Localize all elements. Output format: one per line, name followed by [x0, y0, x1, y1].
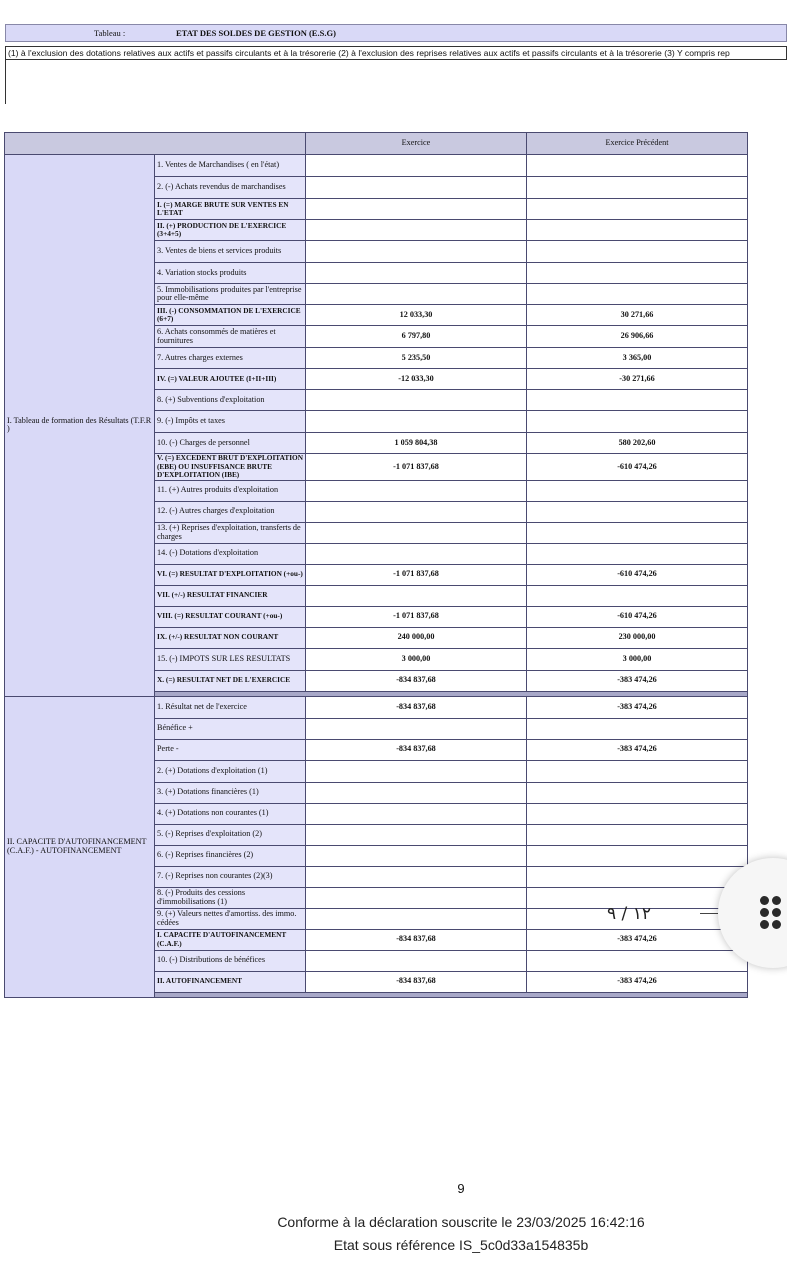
value-previous: -30 271,66 [527, 369, 748, 390]
row-label: 6. Achats consommés de matières et fournitures [155, 326, 306, 348]
row-label: Bénéfice + [155, 718, 306, 739]
value-previous: 26 906,66 [527, 326, 748, 348]
value-previous [527, 480, 748, 501]
value-previous [527, 220, 748, 241]
page-indicator: ١٢ / ٩ [607, 904, 651, 924]
value-previous: 3 000,00 [527, 648, 748, 670]
footnote: (1) à l'exclusion des dotations relatives aux actifs et passifs circulants et à la trésorerie (2) à l'exclusion des reprises relatives aux actifs et passifs circulants et à la trésorerie (3) Y compris rep [5, 46, 787, 60]
value-current: 1 059 804,38 [306, 433, 527, 454]
value-current: -1 071 837,68 [306, 564, 527, 585]
value-current: -834 837,68 [306, 739, 527, 760]
value-previous [527, 866, 748, 887]
row-label: 14. (-) Dotations d'exploitation [155, 543, 306, 564]
value-previous [527, 199, 748, 220]
row-label: IV. (=) VALEUR AJOUTEE (I+II+III) [155, 369, 306, 390]
row-label: 2. (-) Achats revendus de marchandises [155, 177, 306, 199]
value-previous [527, 177, 748, 199]
value-previous: -383 474,26 [527, 696, 748, 718]
value-previous: 230 000,00 [527, 627, 748, 648]
value-current: -12 033,30 [306, 369, 527, 390]
row-label: 7. (-) Reprises non courantes (2)(3) [155, 866, 306, 887]
row-label: 6. (-) Reprises financières (2) [155, 845, 306, 866]
page-number: 9 [457, 1181, 465, 1196]
value-previous [527, 760, 748, 782]
row-label: Perte - [155, 739, 306, 760]
value-current [306, 908, 527, 929]
value-current: 3 000,00 [306, 648, 527, 670]
row-label: VII. (+/-) RESULTAT FINANCIER [155, 585, 306, 606]
header-blank [5, 133, 306, 155]
value-current: 240 000,00 [306, 627, 527, 648]
page-indicator-line [700, 913, 718, 914]
value-current: -834 837,68 [306, 670, 527, 691]
row-label: 2. (+) Dotations d'exploitation (1) [155, 760, 306, 782]
value-previous: 30 271,66 [527, 305, 748, 326]
value-current [306, 199, 527, 220]
row-label: 13. (+) Reprises d'exploitation, transferts de charges [155, 522, 306, 543]
row-label: 1. Résultat net de l'exercice [155, 696, 306, 718]
value-current [306, 845, 527, 866]
value-previous: -383 474,26 [527, 670, 748, 691]
value-previous [527, 241, 748, 263]
value-previous [527, 543, 748, 564]
value-current [306, 284, 527, 305]
value-current [306, 803, 527, 824]
row-label: 5. (-) Reprises d'exploitation (2) [155, 824, 306, 845]
value-previous: 580 202,60 [527, 433, 748, 454]
value-current [306, 543, 527, 564]
row-label: I. CAPACITE D'AUTOFINANCEMENT (C.A.F.) [155, 929, 306, 950]
row-label: V. (=) EXCEDENT BRUT D'EXPLOITATION (EBE) OU INSUFFISANCE BRUTE D'EXPLOITATION (IBE) [155, 454, 306, 481]
table-row [5, 155, 748, 177]
row-label: VI. (=) RESULTAT D'EXPLOITATION (+ou-) [155, 564, 306, 585]
row-label: 1. Ventes de Marchandises ( en l'état) [155, 155, 306, 177]
column-header-previous: Exercice Précédent [527, 133, 748, 155]
value-current: -1 071 837,68 [306, 454, 527, 481]
row-label: 4. (+) Dotations non courantes (1) [155, 803, 306, 824]
row-label: 8. (+) Subventions d'exploitation [155, 390, 306, 411]
row-label: 5. Immobilisations produites par l'entreprise pour elle-même [155, 284, 306, 305]
value-previous [527, 411, 748, 433]
row-label: 10. (-) Charges de personnel [155, 433, 306, 454]
row-label: 12. (-) Autres charges d'exploitation [155, 501, 306, 522]
value-current: -834 837,68 [306, 696, 527, 718]
row-label: 11. (+) Autres produits d'exploitation [155, 480, 306, 501]
value-previous [527, 390, 748, 411]
value-previous: -610 474,26 [527, 564, 748, 585]
section-label: I. Tableau de formation des Résultats (T.F.R ) [5, 155, 155, 697]
row-label: 10. (-) Distributions de bénéfices [155, 950, 306, 971]
value-previous: -383 474,26 [527, 739, 748, 760]
value-current [306, 522, 527, 543]
value-current [306, 155, 527, 177]
row-label: IX. (+/-) RESULTAT NON COURANT [155, 627, 306, 648]
row-label: VIII. (=) RESULTAT COURANT (+ou-) [155, 606, 306, 627]
table-title: ETAT DES SOLDES DE GESTION (E.S.G) [176, 28, 336, 38]
column-header-current: Exercice [306, 133, 527, 155]
value-current: 12 033,30 [306, 305, 527, 326]
value-previous: -610 474,26 [527, 606, 748, 627]
value-previous: 3 365,00 [527, 348, 748, 369]
value-current [306, 177, 527, 199]
value-current: -1 071 837,68 [306, 606, 527, 627]
value-previous [527, 155, 748, 177]
value-current [306, 390, 527, 411]
value-previous [527, 522, 748, 543]
value-current: -834 837,68 [306, 929, 527, 950]
value-previous [527, 284, 748, 305]
row-label: 7. Autres charges externes [155, 348, 306, 369]
value-current: 6 797,80 [306, 326, 527, 348]
value-previous [527, 782, 748, 803]
value-previous [527, 803, 748, 824]
section-label: II. CAPACITE D'AUTOFINANCEMENT (C.A.F.) - AUTOFINANCEMENT [5, 696, 155, 997]
value-current [306, 824, 527, 845]
value-current [306, 241, 527, 263]
row-label: 8. (-) Produits des cessions d'immobilisations (1) [155, 887, 306, 908]
divider [5, 60, 6, 104]
value-current [306, 411, 527, 433]
value-current [306, 782, 527, 803]
table-row [5, 696, 748, 718]
value-previous: -610 474,26 [527, 454, 748, 481]
value-previous [527, 501, 748, 522]
conformity-text: Conforme à la déclaration souscrite le 23/03/2025 16:42:16 [277, 1214, 645, 1230]
row-label: II. AUTOFINANCEMENT [155, 971, 306, 992]
row-label: 15. (-) IMPOTS SUR LES RESULTATS [155, 648, 306, 670]
column-header-row [5, 133, 748, 155]
row-label: 3. Ventes de biens et services produits [155, 241, 306, 263]
table-header-bar [5, 24, 787, 42]
value-current [306, 263, 527, 284]
value-previous [527, 718, 748, 739]
value-current [306, 760, 527, 782]
row-label: 4. Variation stocks produits [155, 263, 306, 284]
value-previous [527, 824, 748, 845]
value-current: -834 837,68 [306, 971, 527, 992]
value-current [306, 501, 527, 522]
value-current [306, 887, 527, 908]
row-label: 9. (+) Valeurs nettes d'amortiss. des immo. cédées [155, 908, 306, 929]
value-current [306, 220, 527, 241]
value-current [306, 718, 527, 739]
row-label: X. (=) RESULTAT NET DE L'EXERCICE [155, 670, 306, 691]
row-label: 9. (-) Impôts et taxes [155, 411, 306, 433]
value-current [306, 866, 527, 887]
value-previous [527, 950, 748, 971]
esg-table [4, 132, 748, 998]
value-current [306, 950, 527, 971]
table-label: Tableau : [94, 28, 126, 38]
value-previous [527, 845, 748, 866]
value-previous: -383 474,26 [527, 929, 748, 950]
value-previous: -383 474,26 [527, 971, 748, 992]
value-previous [527, 585, 748, 606]
value-current [306, 585, 527, 606]
reference-text: Etat sous référence IS_5c0d33a154835b [333, 1237, 589, 1253]
value-current [306, 480, 527, 501]
row-label: II. (+) PRODUCTION DE L'EXERCICE (3+4+5) [155, 220, 306, 241]
row-label: 3. (+) Dotations financières (1) [155, 782, 306, 803]
value-current: 5 235,50 [306, 348, 527, 369]
value-previous [527, 263, 748, 284]
row-label: I. (=) MARGE BRUTE SUR VENTES EN L'ETAT [155, 199, 306, 220]
row-label: III. (-) CONSOMMATION DE L'EXERCICE (6+7) [155, 305, 306, 326]
